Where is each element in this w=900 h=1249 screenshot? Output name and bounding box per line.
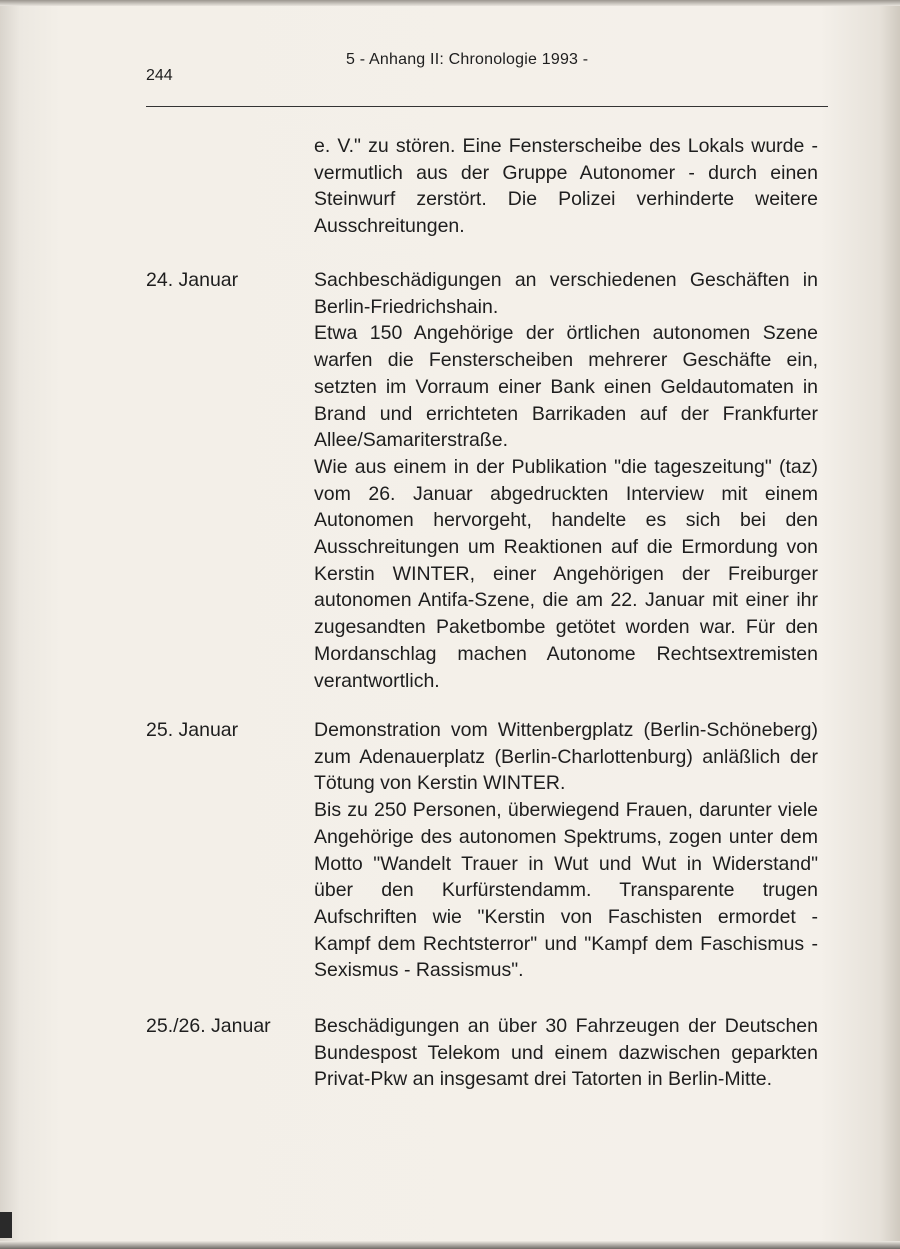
entry-date: 25./26. Januar: [146, 1015, 271, 1037]
entry-body: [314, 133, 818, 240]
entry-paragraph: Bis zu 250 Personen, überwiegend Frauen, darunter viele Angehörige des autonomen Spektrums, zogen unter dem Motto "Wandelt Trauer in Wut und Wut in Widerstand" über den Kurfürstendamm. Transparente trugen Aufschriften wie "Kerstin von Faschisten ermordet - Kampf dem Rechtsterror" und "Kampf dem Faschismus - Sexismus - Rassismus".: [314, 799, 818, 982]
entry-date: 24. Januar: [146, 269, 239, 291]
entry-paragraph: Demonstration vom Wittenbergplatz (Berlin-Schöneberg) zum Adenauerplatz (Berlin-Charlottenburg) anläßlich der Tötung von Kerstin WINTER.: [314, 719, 818, 795]
entry-body: [314, 1013, 818, 1093]
running-head: 5 - Anhang II: Chronologie 1993 -: [346, 51, 589, 68]
page-top-edge: [0, 0, 900, 6]
page-number: 244: [146, 67, 173, 84]
entry-date: 25. Januar: [146, 719, 239, 741]
entry-paragraph: e. V." zu stören. Eine Fensterscheibe des Lokals wurde - vermutlich aus der Gruppe Autonomer - durch einen Steinwurf zerstört. Die Polizei verhinderte weitere Ausschreitungen.: [314, 135, 818, 238]
header-rule: [146, 106, 828, 107]
page-bottom-edge: [0, 1241, 900, 1249]
entry-paragraph: Etwa 150 Angehörige der örtlichen autonomen Szene warfen die Fensterscheiben mehrerer Geschäfte ein, setzten im Vorraum einer Bank einen Geldautomaten in Brand und errichteten Barrikaden auf der Frankfurter Allee/Samariterstraße.: [314, 322, 818, 452]
entry-paragraph: Beschädigungen an über 30 Fahrzeugen der Deutschen Bundespost Telekom und einem dazwischen geparkten Privat-Pkw an insgesamt drei Tatorten in Berlin-Mitte.: [314, 1015, 818, 1091]
entry-body: [314, 267, 818, 694]
binding-mark: [0, 1212, 12, 1238]
entry-body: [314, 717, 818, 984]
entry-paragraph: Sachbeschädigungen an verschiedenen Geschäften in Berlin-Friedrichshain.: [314, 269, 818, 318]
entry-paragraph: Wie aus einem in der Publikation "die tageszeitung" (taz) vom 26. Januar abgedruckten Interview mit einem Autonomen hervorgeht, handelte es sich bei den Ausschreitungen um Reaktionen auf die Ermordung von Kerstin WINTER, einer Angehörigen der Freiburger autonomen Antifa-Szene, die am 22. Januar mit einer ihr zugesandten Paketbombe getötet worden war. Für den Mordanschlag machen Autonome Rechtsextremisten verantwortlich.: [314, 455, 818, 692]
